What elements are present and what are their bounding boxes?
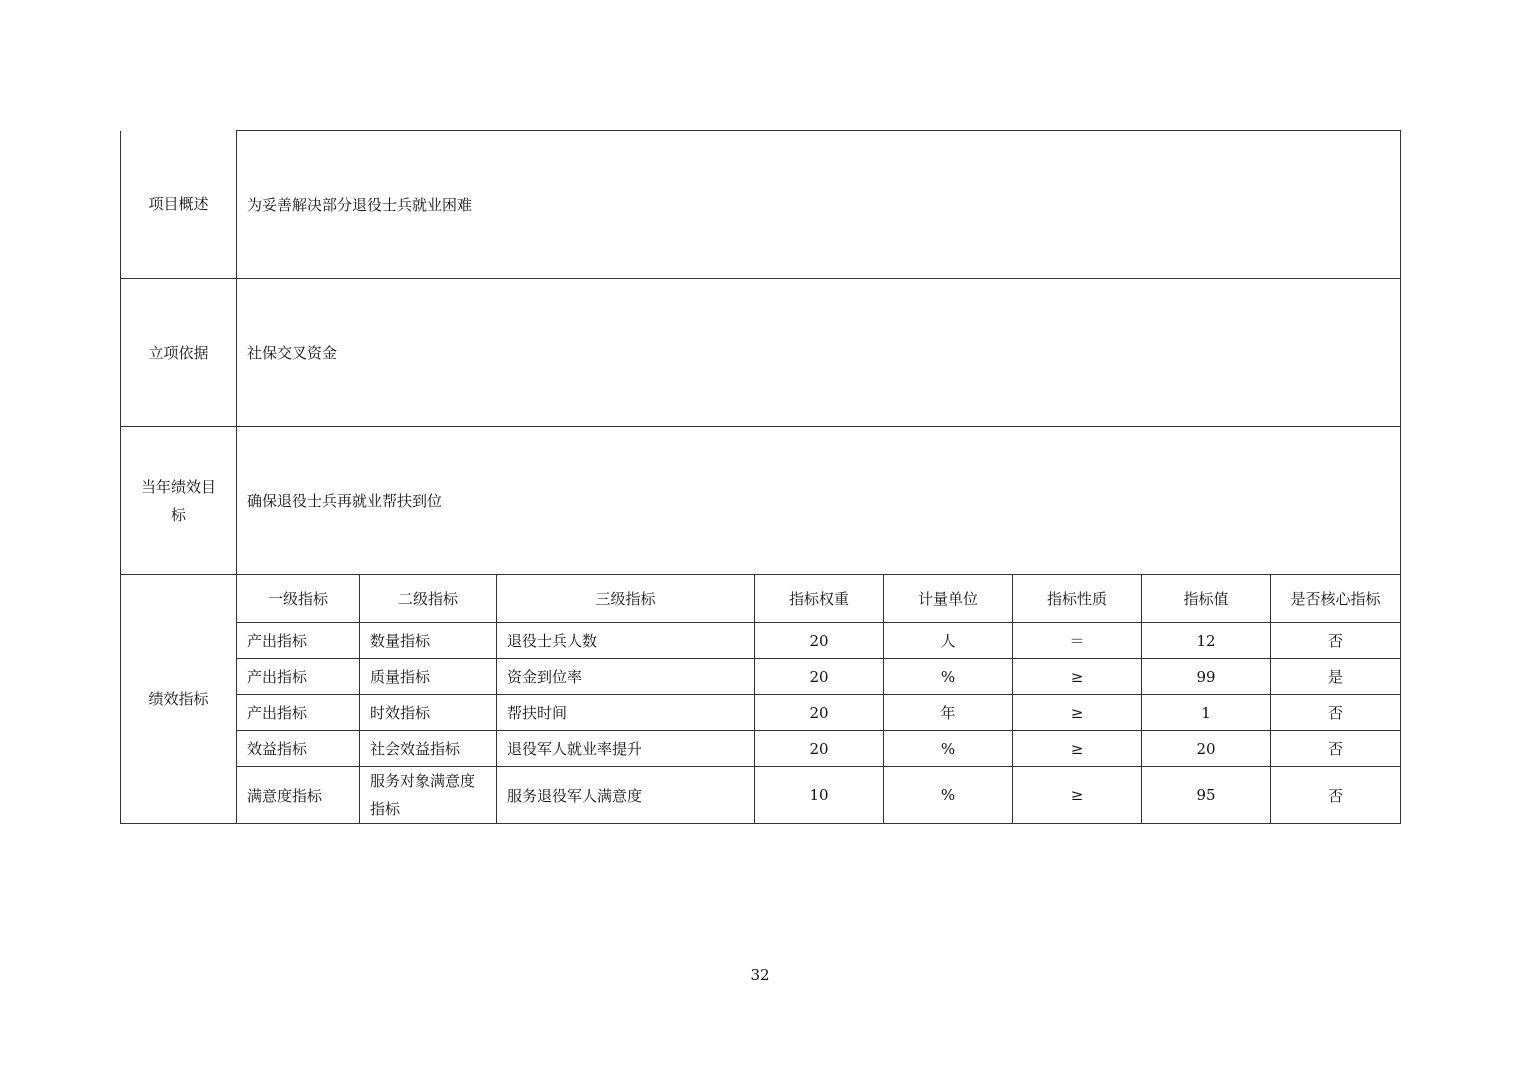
header-unit: 计量单位 (884, 575, 1013, 623)
cell-value: 20 (1142, 731, 1271, 767)
cell-level3: 退役军人就业率提升 (497, 731, 755, 767)
table-row (121, 731, 1401, 767)
cell-unit: 年 (884, 695, 1013, 731)
cell-value: 99 (1142, 659, 1271, 695)
indicators-header-row (121, 575, 1401, 623)
page-number: 32 (750, 966, 770, 984)
cell-level2 (360, 767, 497, 824)
cell-value: 12 (1142, 623, 1271, 659)
cell-weight: 20 (755, 659, 884, 695)
table-row (121, 695, 1401, 731)
cell-level1: 产出指标 (237, 623, 360, 659)
cell-level2: 时效指标 (360, 695, 497, 731)
cell-level1: 效益指标 (237, 731, 360, 767)
cell-nature: ＝ (1013, 623, 1142, 659)
cell-level3: 退役士兵人数 (497, 623, 755, 659)
basis-row (121, 279, 1401, 427)
header-level2: 二级指标 (360, 575, 497, 623)
cell-weight: 20 (755, 731, 884, 767)
performance-table (120, 130, 1401, 824)
cell-level1: 产出指标 (237, 659, 360, 695)
goal-label (121, 427, 237, 575)
cell-unit: % (884, 659, 1013, 695)
cell-unit: % (884, 731, 1013, 767)
basis-label: 立项依据 (121, 279, 237, 427)
cell-nature: ≥ (1013, 659, 1142, 695)
cell-weight: 20 (755, 695, 884, 731)
overview-value: 为妥善解决部分退役士兵就业困难 (237, 131, 1401, 279)
cell-level2: 质量指标 (360, 659, 497, 695)
cell-core: 否 (1271, 695, 1401, 731)
cell-nature: ≥ (1013, 767, 1142, 824)
cell-unit: 人 (884, 623, 1013, 659)
cell-level2: 数量指标 (360, 623, 497, 659)
cell-weight: 10 (755, 767, 884, 824)
cell-core: 否 (1271, 731, 1401, 767)
header-nature: 指标性质 (1013, 575, 1142, 623)
goal-row (121, 427, 1401, 575)
header-level3: 三级指标 (497, 575, 755, 623)
cell-level2-line2: 指标 (370, 800, 401, 818)
header-weight: 指标权重 (755, 575, 884, 623)
cell-core: 否 (1271, 767, 1401, 824)
cell-core: 否 (1271, 623, 1401, 659)
indicators-label: 绩效指标 (121, 575, 237, 824)
overview-row (121, 131, 1401, 279)
goal-label-line1: 当年绩效目 (140, 477, 216, 496)
cell-core: 是 (1271, 659, 1401, 695)
cell-level1: 产出指标 (237, 695, 360, 731)
table-row (121, 623, 1401, 659)
cell-value: 95 (1142, 767, 1271, 824)
overview-label: 项目概述 (121, 131, 237, 279)
goal-value: 确保退役士兵再就业帮扶到位 (237, 427, 1401, 575)
table-row (121, 659, 1401, 695)
cell-weight: 20 (755, 623, 884, 659)
cell-unit: % (884, 767, 1013, 824)
cell-nature: ≥ (1013, 695, 1142, 731)
cell-value: 1 (1142, 695, 1271, 731)
cell-level2: 社会效益指标 (360, 731, 497, 767)
cell-nature: ≥ (1013, 731, 1142, 767)
basis-value: 社保交叉资金 (237, 279, 1401, 427)
header-level1: 一级指标 (237, 575, 360, 623)
cell-level3: 服务退役军人满意度 (497, 767, 755, 824)
cell-level1: 满意度指标 (237, 767, 360, 824)
table-row (121, 767, 1401, 824)
cell-level3: 帮扶时间 (497, 695, 755, 731)
header-core: 是否核心指标 (1271, 575, 1401, 623)
cell-level2-line1: 服务对象满意度 (370, 772, 476, 790)
header-value: 指标值 (1142, 575, 1271, 623)
cell-level3: 资金到位率 (497, 659, 755, 695)
goal-label-line2: 标 (170, 505, 186, 524)
